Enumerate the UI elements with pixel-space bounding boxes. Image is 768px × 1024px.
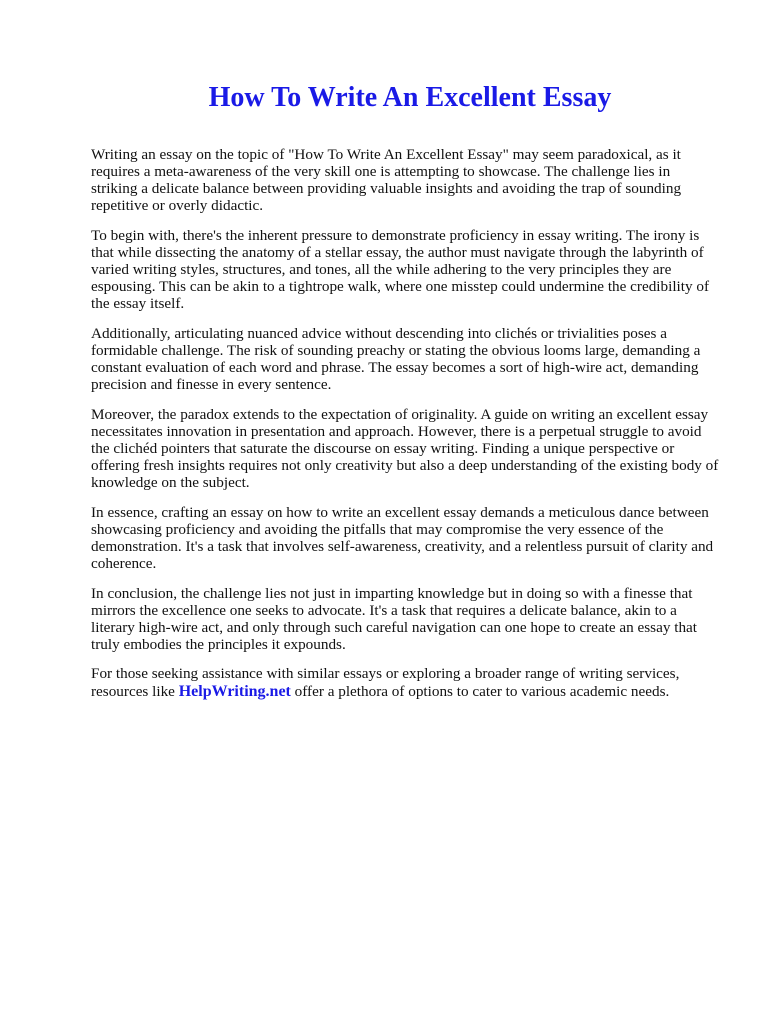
paragraph-6: In conclusion, the challenge lies not just in imparting knowledge but in doing so with a finesse that mirrors the excellence one seeks to advocate. It's a task that requires a delicate balance, akin to a literary high-wire act, and only through such careful navigation can one hope to create an essay that truly embodies the principles it expounds. [91, 584, 698, 653]
helpwriting-link[interactable]: HelpWriting.net [178, 682, 291, 700]
paragraph-4: Moreover, the paradox extends to the expectation of originality. A guide on writing an excellent essay necessitates innovation in presentation and approach. However, there is a perpetual struggle to avoid the clichéd pointers that saturate the discourse on essay writing. Finding a unique perspective or offering fresh insights requires not only creativity but also a deep understanding of the existing body of knowledge on the subject. [91, 405, 719, 492]
closing-text-after-link: offer a plethora of options to cater to various academic needs. [290, 682, 670, 700]
closing-paragraph [91, 665, 719, 699]
paragraph-3: Additionally, articulating nuanced advice without descending into clichés or trivialities poses a formidable challenge. The risk of sounding preachy or stating the obvious looms large, demanding a constant evaluation of each word and phrase. The essay becomes a sort of high-wire act, demanding precision and finesse in every sentence. [91, 324, 701, 394]
closing-text-before-link: For those seeking assistance with similar essays or exploring a broader range of writing services, resources like [91, 665, 680, 700]
paragraph-1: Writing an essay on the topic of "How To Write An Excellent Essay" may seem paradoxical, as it requires a meta-awareness of the very skill one is attempting to showcase. The challenge lies in striking a delicate balance between providing valuable insights and avoiding the trap of sounding repetitive or overly didactic. [91, 146, 682, 215]
paragraph-2: To begin with, there's the inherent pressure to demonstrate proficiency in essay writing. The irony is that while dissecting the anatomy of a stellar essay, the author must navigate through the labyrinth of varied writing styles, structures, and tones, all the while adhering to the very principles they are espousing. This can be akin to a tightrope walk, where one misstep could undermine the credibility of the essay itself. [91, 226, 710, 313]
page-title: How To Write An Excellent Essay [208, 82, 612, 113]
essay-body [91, 146, 719, 712]
paragraph-5: In essence, crafting an essay on how to write an excellent essay demands a meticulous dance between showcasing proficiency and avoiding the pitfalls that may compromise the very essence of the demonstration. It's a task that involves self-awareness, creativity, and a relentless pursuit of clarity and coherence. [91, 503, 714, 572]
